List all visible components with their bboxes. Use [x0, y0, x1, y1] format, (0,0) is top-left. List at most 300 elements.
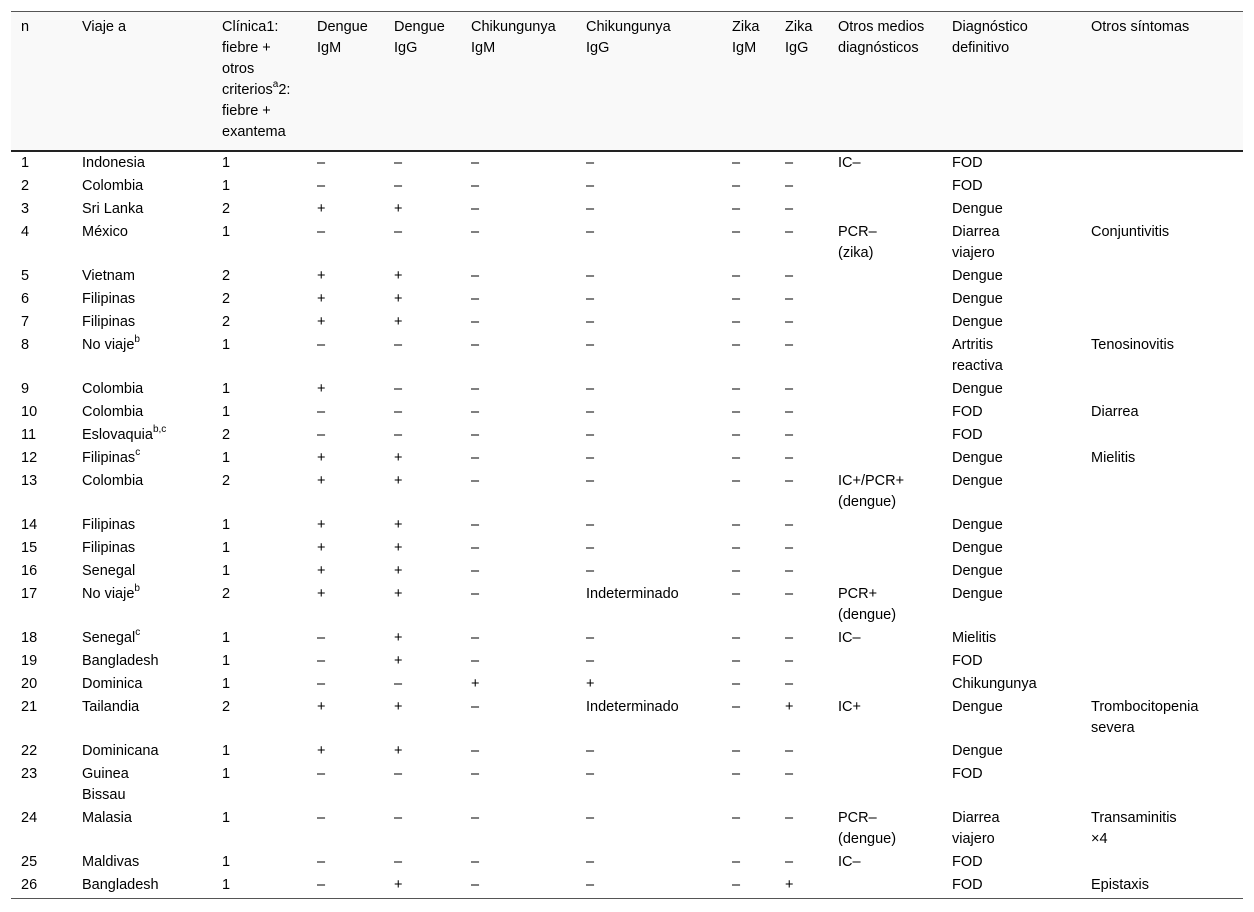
header-line: IgM — [317, 40, 342, 56]
header-line: Dengue — [317, 19, 368, 35]
zika-igg-cell: – — [785, 676, 794, 692]
header-line: fiebre + — [222, 103, 271, 119]
dengue-igm-cell: – — [317, 178, 326, 194]
cell-line: Dengue — [952, 473, 1003, 489]
viaje-text: Filipinas — [82, 517, 136, 533]
zika-igm-cell: – — [732, 224, 741, 240]
n-cell: 18 — [21, 630, 38, 646]
chikungunya-igg-cell: – — [586, 337, 595, 353]
chikungunya-igm-cell: – — [471, 854, 480, 870]
dengue-igg-cell: + — [394, 586, 403, 602]
otros-medios-cell — [828, 740, 942, 763]
viaje-cell — [72, 288, 212, 311]
column-header — [1081, 12, 1243, 152]
table-row — [11, 807, 1243, 851]
zika-igm-cell: – — [732, 291, 741, 307]
column-header — [212, 12, 307, 152]
cell-line: Dengue — [952, 586, 1003, 602]
table-row — [11, 696, 1243, 740]
diagnostico-cell — [942, 424, 1081, 447]
viaje-text: Colombia — [82, 404, 144, 420]
zika-igg-cell: – — [785, 540, 794, 556]
cell-line: Dengue — [952, 743, 1003, 759]
zika-igg-cell: – — [785, 630, 794, 646]
cell-line: IC+/PCR+ — [838, 473, 905, 489]
viaje-cell — [72, 311, 212, 334]
chikungunya-igg-cell: – — [586, 630, 595, 646]
cell-line: Dengue — [952, 563, 1003, 579]
diagnostico-cell — [942, 851, 1081, 874]
otros-medios-cell — [828, 696, 942, 740]
clinica-cell: 1 — [222, 743, 231, 759]
chikungunya-igm-cell: – — [471, 224, 480, 240]
chikungunya-igg-cell: – — [586, 653, 595, 669]
zika-igm-cell: – — [732, 473, 741, 489]
viaje-text: Filipinas — [82, 314, 136, 330]
dengue-igm-cell: + — [317, 517, 326, 533]
clinica-cell: 2 — [222, 699, 231, 715]
table-row — [11, 874, 1243, 899]
zika-igg-cell: – — [785, 517, 794, 533]
otros-medios-cell — [828, 221, 942, 265]
viaje-cell — [72, 560, 212, 583]
chikungunya-igg-cell: – — [586, 450, 595, 466]
diagnostico-cell — [942, 696, 1081, 740]
sintomas-cell — [1081, 560, 1243, 583]
cell-line: Tenosinovitis — [1091, 337, 1175, 353]
chikungunya-igg-cell: – — [586, 427, 595, 443]
sintomas-cell — [1081, 673, 1243, 696]
otros-medios-cell — [828, 537, 942, 560]
dengue-igm-cell: – — [307, 874, 384, 899]
chikungunya-igg-cell: – — [586, 291, 595, 307]
otros-medios-cell — [828, 334, 942, 378]
table-row — [11, 151, 1243, 175]
zika-igm-cell: – — [732, 586, 741, 602]
dengue-igm-cell: – — [317, 653, 326, 669]
cell-line: Chikungunya — [952, 676, 1037, 692]
cell-line: (dengue) — [838, 494, 897, 510]
viaje-cell — [72, 807, 212, 851]
zika-igm-cell: – — [732, 540, 741, 556]
table-row — [11, 311, 1243, 334]
n-cell: 4 — [21, 224, 30, 240]
otros-medios-cell — [828, 401, 942, 424]
dengue-igm-cell: + — [317, 473, 326, 489]
viaje-cell — [72, 583, 212, 627]
chikungunya-igm-cell: – — [471, 810, 480, 826]
dengue-igm-cell: + — [317, 314, 326, 330]
clinica-cell: 1 — [222, 178, 231, 194]
diagnostico-cell — [942, 673, 1081, 696]
cell-line: (zika) — [838, 245, 874, 261]
otros-medios-cell — [828, 378, 942, 401]
viaje-text: Dominica — [82, 676, 143, 692]
dengue-igg-cell: – — [394, 854, 403, 870]
viaje-text: Senegal — [82, 563, 136, 579]
cell-line: IC– — [838, 854, 861, 870]
viaje-cell — [72, 763, 212, 807]
viaje-text: Guinea — [82, 766, 129, 782]
cell-line: IC+ — [838, 699, 861, 715]
sintomas-cell — [1081, 740, 1243, 763]
header-line: IgM — [471, 40, 496, 56]
viaje-text: Tailandia — [82, 699, 140, 715]
n-cell: 6 — [21, 291, 30, 307]
zika-igm-cell: – — [732, 630, 741, 646]
chikungunya-igg-cell: – — [586, 810, 595, 826]
header-line: IgG — [586, 40, 610, 56]
dengue-igg-cell: + — [394, 653, 403, 669]
sintomas-cell — [1081, 288, 1243, 311]
column-header — [942, 12, 1081, 152]
dengue-igm-cell: + — [317, 699, 326, 715]
chikungunya-igg-cell: – — [586, 517, 595, 533]
zika-igg-cell: – — [785, 178, 794, 194]
n-cell: 16 — [21, 563, 38, 579]
header-line: otros — [222, 61, 255, 77]
zika-igg-cell: – — [785, 450, 794, 466]
clinica-cell: 2 — [222, 201, 231, 217]
viaje-text: Vietnam — [82, 268, 135, 284]
header-line: Zika — [785, 19, 813, 35]
sintomas-cell — [1081, 151, 1243, 175]
zika-igg-cell: – — [785, 155, 794, 171]
chikungunya-igm-cell: – — [471, 155, 480, 171]
viaje-cell — [72, 470, 212, 514]
footnote-marker: c — [135, 627, 141, 639]
zika-igg-cell: – — [785, 201, 794, 217]
diagnostico-cell — [942, 470, 1081, 514]
chikungunya-igm-cell: – — [461, 874, 576, 899]
viaje-cell — [72, 673, 212, 696]
zika-igm-cell: – — [732, 563, 741, 579]
viaje-text: Maldivas — [82, 854, 140, 870]
footnote-marker: b,c — [152, 424, 167, 436]
dengue-igg-cell: + — [384, 874, 461, 899]
clinica-cell: 1 — [222, 630, 231, 646]
zika-igm-cell: – — [732, 155, 741, 171]
n-cell: 3 — [21, 201, 30, 217]
clinica-cell: 2 — [222, 291, 231, 307]
viaje-text: Colombia — [82, 178, 144, 194]
zika-igg-cell: – — [785, 810, 794, 826]
cell-line: Diarrea — [952, 224, 1000, 240]
dengue-igg-cell: + — [394, 314, 403, 330]
column-header — [775, 12, 828, 152]
n-cell: 11 — [21, 427, 37, 443]
dengue-igg-cell: – — [394, 404, 403, 420]
chikungunya-igm-cell: – — [471, 586, 480, 602]
chikungunya-igm-cell: – — [471, 427, 480, 443]
otros-medios-cell — [828, 198, 942, 221]
dengue-igm-cell: – — [317, 676, 326, 692]
chikungunya-igg-cell: – — [586, 178, 595, 194]
dengue-igg-cell: + — [394, 291, 403, 307]
cell-line: Dengue — [952, 517, 1003, 533]
diagnostico-cell — [942, 560, 1081, 583]
otros-medios-cell — [828, 265, 942, 288]
zika-igm-cell: – — [722, 874, 775, 899]
viaje-cell — [72, 537, 212, 560]
diagnostico-cell — [942, 447, 1081, 470]
footnote-marker: a — [272, 79, 279, 91]
table-row — [11, 447, 1243, 470]
clinica-cell: 1 — [222, 563, 231, 579]
cell-line: FOD — [952, 877, 983, 893]
zika-igg-cell: – — [785, 854, 794, 870]
zika-igg-cell: – — [785, 268, 794, 284]
otros-medios-cell — [828, 560, 942, 583]
zika-igg-cell: – — [785, 766, 794, 782]
sintomas-cell — [1081, 583, 1243, 627]
cell-line: FOD — [952, 653, 983, 669]
cell-line: IC– — [838, 630, 861, 646]
table-row — [11, 537, 1243, 560]
column-header — [11, 12, 72, 152]
header-line: Viaje a — [82, 19, 127, 35]
dengue-igg-cell: – — [394, 676, 403, 692]
dengue-igg-cell: + — [394, 540, 403, 556]
sintomas-cell — [1081, 763, 1243, 807]
sintomas-cell — [1081, 378, 1243, 401]
n-cell: 10 — [21, 404, 38, 420]
otros-medios-cell — [828, 763, 942, 807]
otros-medios-cell — [828, 807, 942, 851]
cell-line: Dengue — [952, 699, 1003, 715]
cell-line: severa — [1091, 720, 1135, 736]
table-header — [11, 12, 1243, 152]
dengue-igm-cell: + — [317, 563, 326, 579]
table-row — [11, 851, 1243, 874]
sintomas-cell — [1081, 265, 1243, 288]
footnote-marker: c — [135, 447, 141, 459]
column-header — [828, 12, 942, 152]
n-cell: 25 — [21, 854, 38, 870]
otros-medios-cell — [828, 627, 942, 650]
otros-medios-cell — [828, 470, 942, 514]
otros-medios-cell — [828, 288, 942, 311]
sintomas-cell — [1081, 334, 1243, 378]
dengue-igg-cell: – — [394, 155, 403, 171]
chikungunya-igm-cell: – — [471, 450, 480, 466]
zika-igm-cell: – — [732, 404, 741, 420]
chikungunya-igg-cell: Indeterminado — [586, 699, 679, 715]
dengue-igg-cell: + — [394, 743, 403, 759]
cell-line: Diarrea — [952, 810, 1000, 826]
viaje-text: Colombia — [82, 473, 144, 489]
chikungunya-igm-cell: – — [471, 540, 480, 556]
clinica-cell: 1 — [222, 381, 231, 397]
chikungunya-igm-cell: – — [471, 337, 480, 353]
clinica-cell: 1 — [222, 540, 231, 556]
n-cell: 13 — [21, 473, 38, 489]
diagnostico-cell — [942, 627, 1081, 650]
n-cell: 7 — [21, 314, 30, 330]
viaje-cell — [72, 401, 212, 424]
n-cell: 2 — [21, 178, 30, 194]
chikungunya-igg-cell: – — [586, 381, 595, 397]
clinica-cell: 2 — [222, 268, 231, 284]
cell-line: Dengue — [952, 314, 1003, 330]
header-line: diagnósticos — [838, 40, 919, 56]
clinica-cell: 2 — [222, 314, 231, 330]
zika-igm-cell: – — [732, 314, 741, 330]
sintomas-cell — [1081, 807, 1243, 851]
dengue-igg-cell: – — [394, 381, 403, 397]
table-row — [11, 288, 1243, 311]
diagnostico-cell — [942, 175, 1081, 198]
chikungunya-igg-cell: – — [586, 314, 595, 330]
diagnostico-cell — [942, 221, 1081, 265]
zika-igg-cell: + — [775, 874, 828, 899]
chikungunya-igm-cell: – — [471, 291, 480, 307]
cell-line: FOD — [952, 427, 983, 443]
clinica-cell: 1 — [222, 810, 231, 826]
cell-line: IC– — [838, 155, 861, 171]
n-cell: 23 — [21, 766, 38, 782]
chikungunya-igm-cell: – — [471, 630, 480, 646]
sintomas-cell — [1081, 470, 1243, 514]
zika-igm-cell: – — [732, 337, 741, 353]
n-cell: 24 — [21, 810, 38, 826]
viaje-cell — [72, 175, 212, 198]
dengue-igm-cell: + — [317, 540, 326, 556]
cell-line: ×4 — [1091, 831, 1108, 847]
zika-igm-cell: – — [732, 268, 741, 284]
column-header — [384, 12, 461, 152]
sintomas-cell — [1081, 874, 1243, 899]
diagnostico-cell — [942, 807, 1081, 851]
header-line: exantema — [222, 124, 286, 140]
clinica-cell: 1 — [222, 854, 231, 870]
viaje-cell — [72, 424, 212, 447]
chikungunya-igm-cell: – — [471, 473, 480, 489]
dengue-igm-cell: + — [317, 450, 326, 466]
table-row — [11, 175, 1243, 198]
viaje-cell — [72, 627, 212, 650]
results-table — [11, 11, 1243, 899]
zika-igm-cell: – — [732, 450, 741, 466]
diagnostico-cell — [942, 874, 1081, 899]
clinica-cell: 1 — [222, 337, 231, 353]
chikungunya-igg-cell: – — [586, 540, 595, 556]
chikungunya-igm-cell: – — [471, 178, 480, 194]
clinica-cell: 2 — [222, 586, 231, 602]
header-line: criterios$^a$2: — [222, 79, 291, 98]
clinica-cell: 1 — [222, 450, 231, 466]
otros-medios-cell — [828, 447, 942, 470]
n-cell: 8 — [21, 337, 30, 353]
otros-medios-cell — [828, 851, 942, 874]
n-cell: 5 — [21, 268, 30, 284]
header-line: fiebre + — [222, 40, 271, 56]
dengue-igm-cell: – — [317, 155, 326, 171]
zika-igm-cell: – — [732, 854, 741, 870]
dengue-igg-cell: + — [394, 450, 403, 466]
sintomas-cell — [1081, 311, 1243, 334]
table-row — [11, 740, 1243, 763]
header-line: Otros síntomas — [1091, 19, 1190, 35]
dengue-igg-cell: + — [394, 517, 403, 533]
cell-line: Dengue — [952, 291, 1003, 307]
otros-medios-cell — [828, 175, 942, 198]
zika-igg-cell: – — [785, 653, 794, 669]
clinica-cell: 2 — [222, 427, 231, 443]
header-line: Otros medios — [838, 19, 925, 35]
header-line: IgG — [785, 40, 809, 56]
table-row — [11, 514, 1243, 537]
dengue-igm-cell: + — [317, 586, 326, 602]
zika-igg-cell: – — [785, 404, 794, 420]
dengue-igm-cell: + — [317, 201, 326, 217]
chikungunya-igg-cell: – — [586, 268, 595, 284]
dengue-igm-cell: – — [317, 766, 326, 782]
table-row — [11, 583, 1243, 627]
chikungunya-igm-cell: – — [471, 381, 480, 397]
clinica-cell: 2 — [222, 473, 231, 489]
table-row — [11, 650, 1243, 673]
header-line: Clínica1: — [222, 19, 279, 35]
clinica-cell: 1 — [222, 517, 231, 533]
cell-line: viajero — [952, 831, 995, 847]
cell-line: FOD — [952, 178, 983, 194]
clinica-cell: 1 — [222, 404, 231, 420]
viaje-text: Sri Lanka — [82, 201, 144, 217]
header-line: Zika — [732, 19, 760, 35]
zika-igg-cell: – — [785, 586, 794, 602]
zika-igg-cell: – — [785, 291, 794, 307]
sintomas-cell — [1081, 537, 1243, 560]
clinica-cell: 1 — [222, 155, 231, 171]
cell-line: Dengue — [952, 381, 1003, 397]
zika-igg-cell: – — [785, 224, 794, 240]
viaje-cell — [72, 334, 212, 378]
viaje-cell — [72, 696, 212, 740]
chikungunya-igm-cell: – — [471, 201, 480, 217]
chikungunya-igg-cell: – — [586, 766, 595, 782]
viaje-text: Eslovaquia — [82, 427, 153, 443]
diagnostico-cell — [942, 650, 1081, 673]
viaje-text: México — [82, 224, 128, 240]
n-cell: 20 — [21, 676, 38, 692]
viaje-text: Bangladesh — [82, 877, 159, 893]
cell-line: reactiva — [952, 358, 1003, 374]
zika-igg-cell: – — [785, 337, 794, 353]
viaje-cell — [72, 151, 212, 175]
sintomas-cell — [1081, 221, 1243, 265]
column-header — [307, 12, 384, 152]
diagnostico-cell — [942, 763, 1081, 807]
table-row — [11, 334, 1243, 378]
viaje-cell — [72, 740, 212, 763]
viaje-text: Indonesia — [82, 155, 145, 171]
zika-igm-cell: – — [732, 810, 741, 826]
diagnostico-cell — [942, 151, 1081, 175]
otros-medios-cell — [828, 583, 942, 627]
chikungunya-igg-cell: + — [586, 676, 595, 692]
header-row — [11, 12, 1243, 152]
dengue-igg-cell: + — [394, 268, 403, 284]
cell-line: Dengue — [952, 540, 1003, 556]
dengue-igg-cell: + — [394, 473, 403, 489]
viaje-cell — [72, 874, 212, 899]
dengue-igm-cell: + — [317, 268, 326, 284]
viaje-cell — [72, 265, 212, 288]
cell-line: Diarrea — [1091, 404, 1139, 420]
clinica-cell: 1 — [222, 224, 231, 240]
chikungunya-igm-cell: – — [471, 517, 480, 533]
